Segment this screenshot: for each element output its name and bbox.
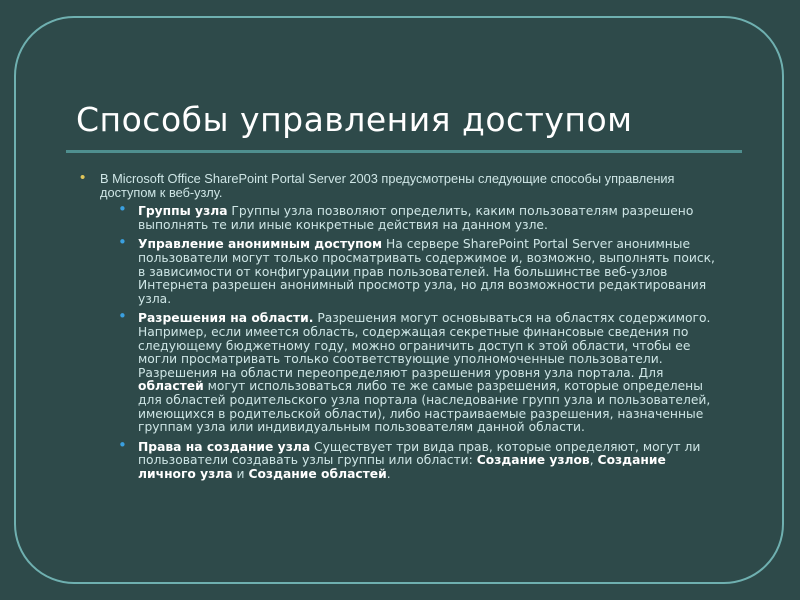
item-separator: и <box>232 466 249 481</box>
item-heading: Группы узла <box>138 204 228 219</box>
item-heading: Разрешения на области. <box>138 311 314 326</box>
intro-paragraph: • В Microsoft Office SharePoint Portal Server 2003 предусмотрены следующие способы управления доступом к веб-узлу. <box>100 172 725 199</box>
item-separator: , <box>589 453 598 468</box>
item-heading: Права на создание узла <box>138 439 311 454</box>
item-text: Группы узла позволяют определить, каким пользователям разрешено выполнять те или иные конкретные действия на данном узле. <box>138 204 694 232</box>
item-end: . <box>386 466 391 481</box>
item-anonymous-access <box>138 238 725 306</box>
item-bold-term: Создание узлов <box>476 453 590 468</box>
item-bold-term: Создание областей <box>248 466 387 481</box>
title-divider <box>66 150 742 153</box>
item-area-permissions <box>138 312 725 434</box>
item-site-groups <box>138 205 725 232</box>
item-bold-term: Создание личного узла <box>138 453 666 481</box>
slide-title: Способы управления доступом <box>76 100 633 139</box>
item-text: Разрешения могут основываться на областях содержимого. Например, если имеется область, содержащая секретные финансовые сведения по следующему бюджетному году, можно ограничить доступ к этой области, чтобы ее могли просматривать только соответствующие уполномоченные пользователи. Разрешения на области переопределяют разрешения уровня узла портала. Для <box>138 311 711 380</box>
item-text-tail: могут использоваться либо те же самые разрешения, которые определены для областей родительского узла портала (наследование групп узла и пользователей, имеющихся в родительской области), либо настраиваемые разрешения, назначенные группам узла или индивидуальным пользователям данной области. <box>138 379 711 435</box>
slide-content <box>100 172 725 487</box>
item-text: На сервере SharePoint Portal Server анонимные пользователи могут только просматривать содержимое и, возможно, выполнять поиск, в зависимости от конфигурации прав пользователей. На большинстве веб-узлов Интернета разрешен анонимный просмотр узла, но для возможности редактирования узла. <box>138 237 715 306</box>
item-site-creation-rights <box>138 441 725 482</box>
item-text: Существует три вида прав, которые определяют, могут ли пользователи создавать узлы группы или области: <box>138 439 701 468</box>
item-heading: Управление анонимным доступом <box>138 237 383 252</box>
item-bold-term: областей <box>138 379 204 394</box>
